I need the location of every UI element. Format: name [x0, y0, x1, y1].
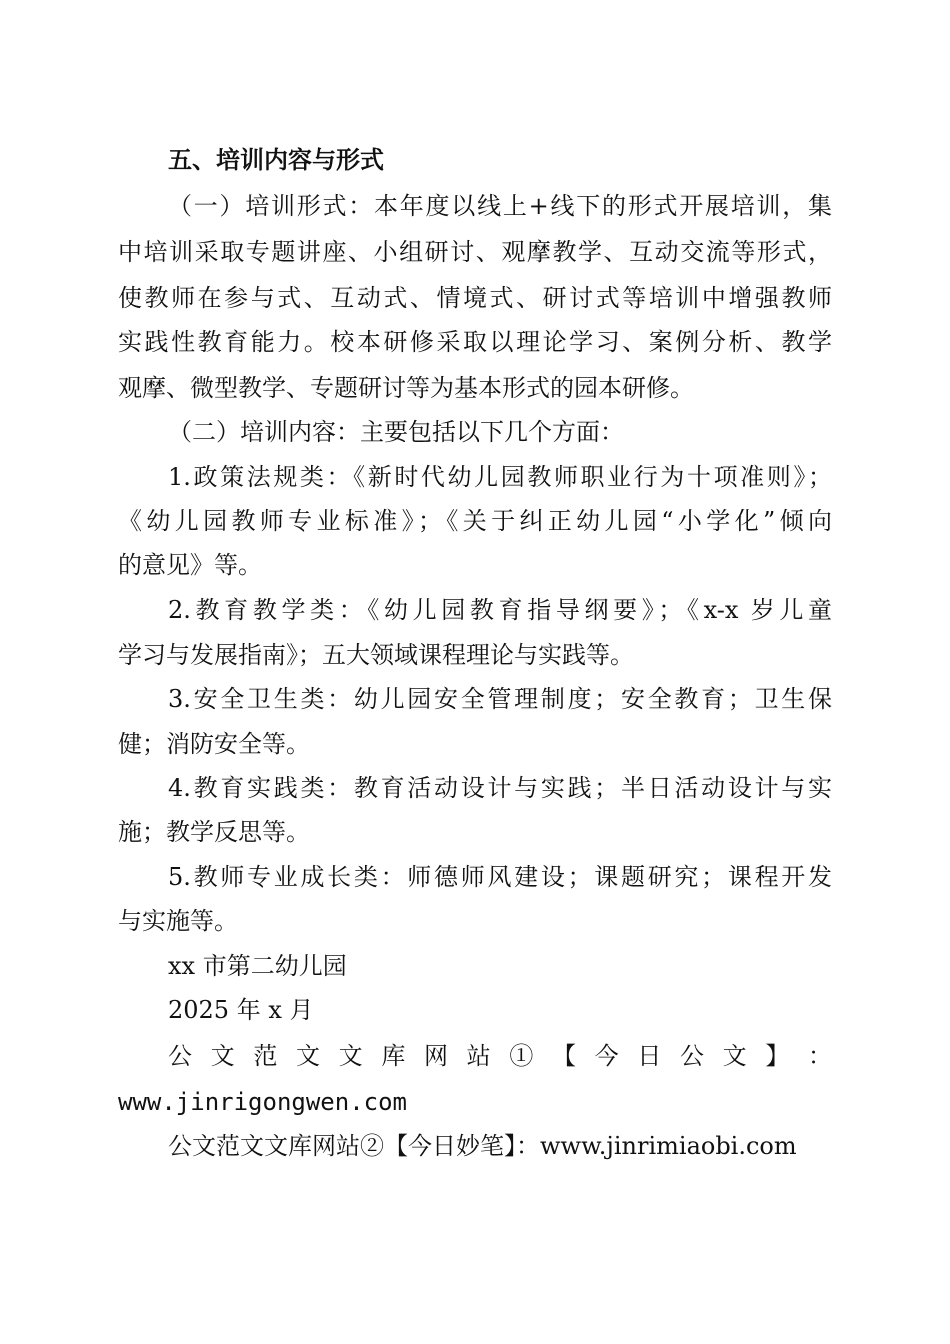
list-item-line: 与实施等。 — [118, 907, 238, 935]
paragraph-line: （一）培训形式：本年度以线上+线下的形式开展培训，集 — [168, 192, 832, 220]
list-item-line: 3.安全卫生类：幼儿园安全管理制度；安全教育；卫生保 — [168, 685, 832, 713]
paragraph-line: 实践性教育能力。校本研修采取以理论学习、案例分析、教学 — [118, 328, 832, 356]
list-item-line: 健；消防安全等。 — [118, 730, 310, 758]
list-item-line: 《幼儿园教师专业标准》；《关于纠正幼儿园“小学化”倾向 — [118, 507, 832, 535]
list-item-line: 施；教学反思等。 — [118, 818, 310, 846]
list-item-line: 1.政策法规类：《新时代幼儿园教师职业行为十项准则》； — [168, 463, 832, 491]
section-title: 五、培训内容与形式 — [168, 146, 384, 174]
website-line: 公 文 范 文 文 库 网 站 ① 【 今 日 公 文 】 ： — [168, 1042, 832, 1070]
subheading-content: （二）培训内容：主要包括以下几个方面： — [168, 418, 624, 446]
list-item-line: 2.教育教学类：《幼儿园教育指导纲要》；《x-x 岁儿童 — [168, 596, 832, 624]
website-line: 公文范文文库网站②【今日妙笔】：www.jinrimiaobi.com — [168, 1132, 797, 1160]
website-url: www.jinrigongwen.com — [118, 1088, 407, 1116]
paragraph-line: 使教师在参与式、互动式、情境式、研讨式等培训中增强教师 — [118, 284, 832, 312]
paragraph-line: 中培训采取专题讲座、小组研讨、观摩教学、互动交流等形式， — [118, 238, 832, 266]
list-item-line: 4.教育实践类：教育活动设计与实践；半日活动设计与实 — [168, 774, 832, 802]
signature: xx 市第二幼儿园 — [168, 952, 347, 980]
date: 2025 年 x 月 — [168, 996, 314, 1024]
list-item-line: 的意见》等。 — [118, 551, 262, 579]
list-item-line: 5.教师专业成长类：师德师风建设；课题研究；课程开发 — [168, 863, 832, 891]
paragraph-line: 观摩、微型教学、专题研讨等为基本形式的园本研修。 — [118, 374, 694, 402]
list-item-line: 学习与发展指南》；五大领域课程理论与实践等。 — [118, 641, 634, 669]
